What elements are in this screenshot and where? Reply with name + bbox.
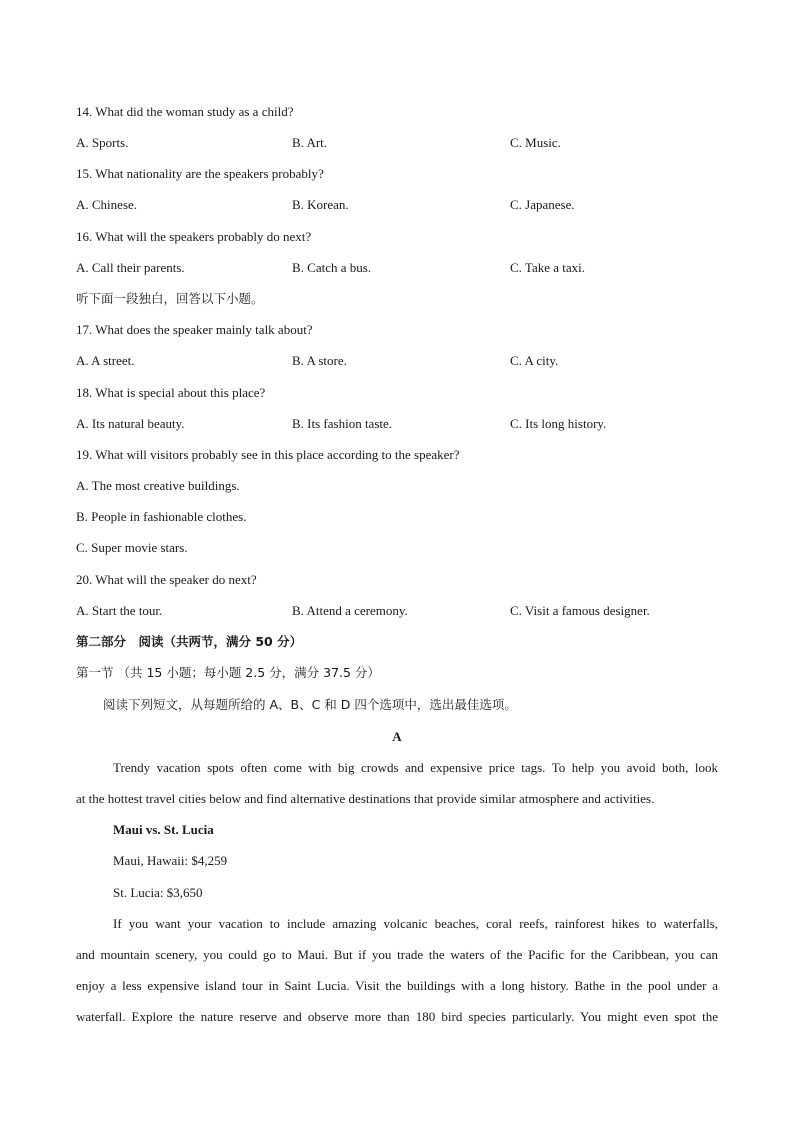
q14-option-c: C. Music. [510,135,561,150]
q16-option-b: B. Catch a bus. [292,260,372,275]
q18-option-b: B. Its fashion taste. [292,416,393,431]
q20-option-a: A. Start the tour. [76,603,163,618]
q14-option-b: B. Art. [292,135,328,150]
passage-label: A [392,729,402,744]
intro-line-2: at the hottest travel cities below and find alternative destinations that provide similar atmosphere and activities. [76,791,655,806]
q20-option-b: B. Attend a ceremony. [292,603,408,618]
q17-option-c: C. A city. [510,353,559,368]
q18-option-c: C. Its long history. [510,416,607,431]
question-19: 19. What will visitors probably see in this place according to the speaker? [76,447,460,462]
q19-option-b: B. People in fashionable clothes. [76,509,247,524]
q14-option-a: A. Sports. [76,135,129,150]
subheading: Maui vs. St. Lucia [113,822,214,837]
part2-title: 第二部分 阅读（共两节，满分 50 分） [76,634,303,649]
monologue-instruction: 听下面一段独白，回答以下小题。 [76,291,264,306]
question-18: 18. What is special about this place? [76,385,266,400]
q15-option-c: C. Japanese. [510,197,575,212]
question-16: 16. What will the speakers probably do next? [76,229,312,244]
price-st-lucia: St. Lucia: $3,650 [113,885,203,900]
q19-option-a: A. The most creative buildings. [76,478,240,493]
q18-option-a: A. Its natural beauty. [76,416,185,431]
question-17: 17. What does the speaker mainly talk about? [76,322,313,337]
q17-option-a: A. A street. [76,353,135,368]
body-line-3: enjoy a less expensive island tour in Saint Lucia. Visit the buildings with a long history. Bathe in the pool under a [76,978,718,993]
reading-instruction: 阅读下列短文，从每题所给的 A、B、C 和 D 四个选项中，选出最佳选项。 [103,697,517,712]
question-15: 15. What nationality are the speakers probably? [76,166,324,181]
body-line-2: and mountain scenery, you could go to Maui. But if you trade the waters of the Pacific for the Caribbean, you can [76,947,718,962]
q20-option-c: C. Visit a famous designer. [510,603,650,618]
question-14: 14. What did the woman study as a child? [76,104,294,119]
q19-option-c: C. Super movie stars. [76,540,188,555]
price-maui: Maui, Hawaii: $4,259 [113,853,228,868]
body-line-4: waterfall. Explore the nature reserve and observe more than 180 bird species particularly. You might even spot the [76,1009,718,1024]
section1-title: 第一节 （共 15 小题；每小题 2.5 分，满分 37.5 分） [76,665,380,680]
q15-option-b: B. Korean. [292,197,349,212]
q16-option-c: C. Take a taxi. [510,260,586,275]
q16-option-a: A. Call their parents. [76,260,185,275]
intro-line-1: Trendy vacation spots often come with big crowds and expensive price tags. To help you avoid both, look [113,760,718,775]
q15-option-a: A. Chinese. [76,197,138,212]
question-20: 20. What will the speaker do next? [76,572,257,587]
body-line-1: If you want your vacation to include amazing volcanic beaches, coral reefs, rainforest hikes to waterfalls, [113,916,718,931]
q17-option-b: B. A store. [292,353,347,368]
